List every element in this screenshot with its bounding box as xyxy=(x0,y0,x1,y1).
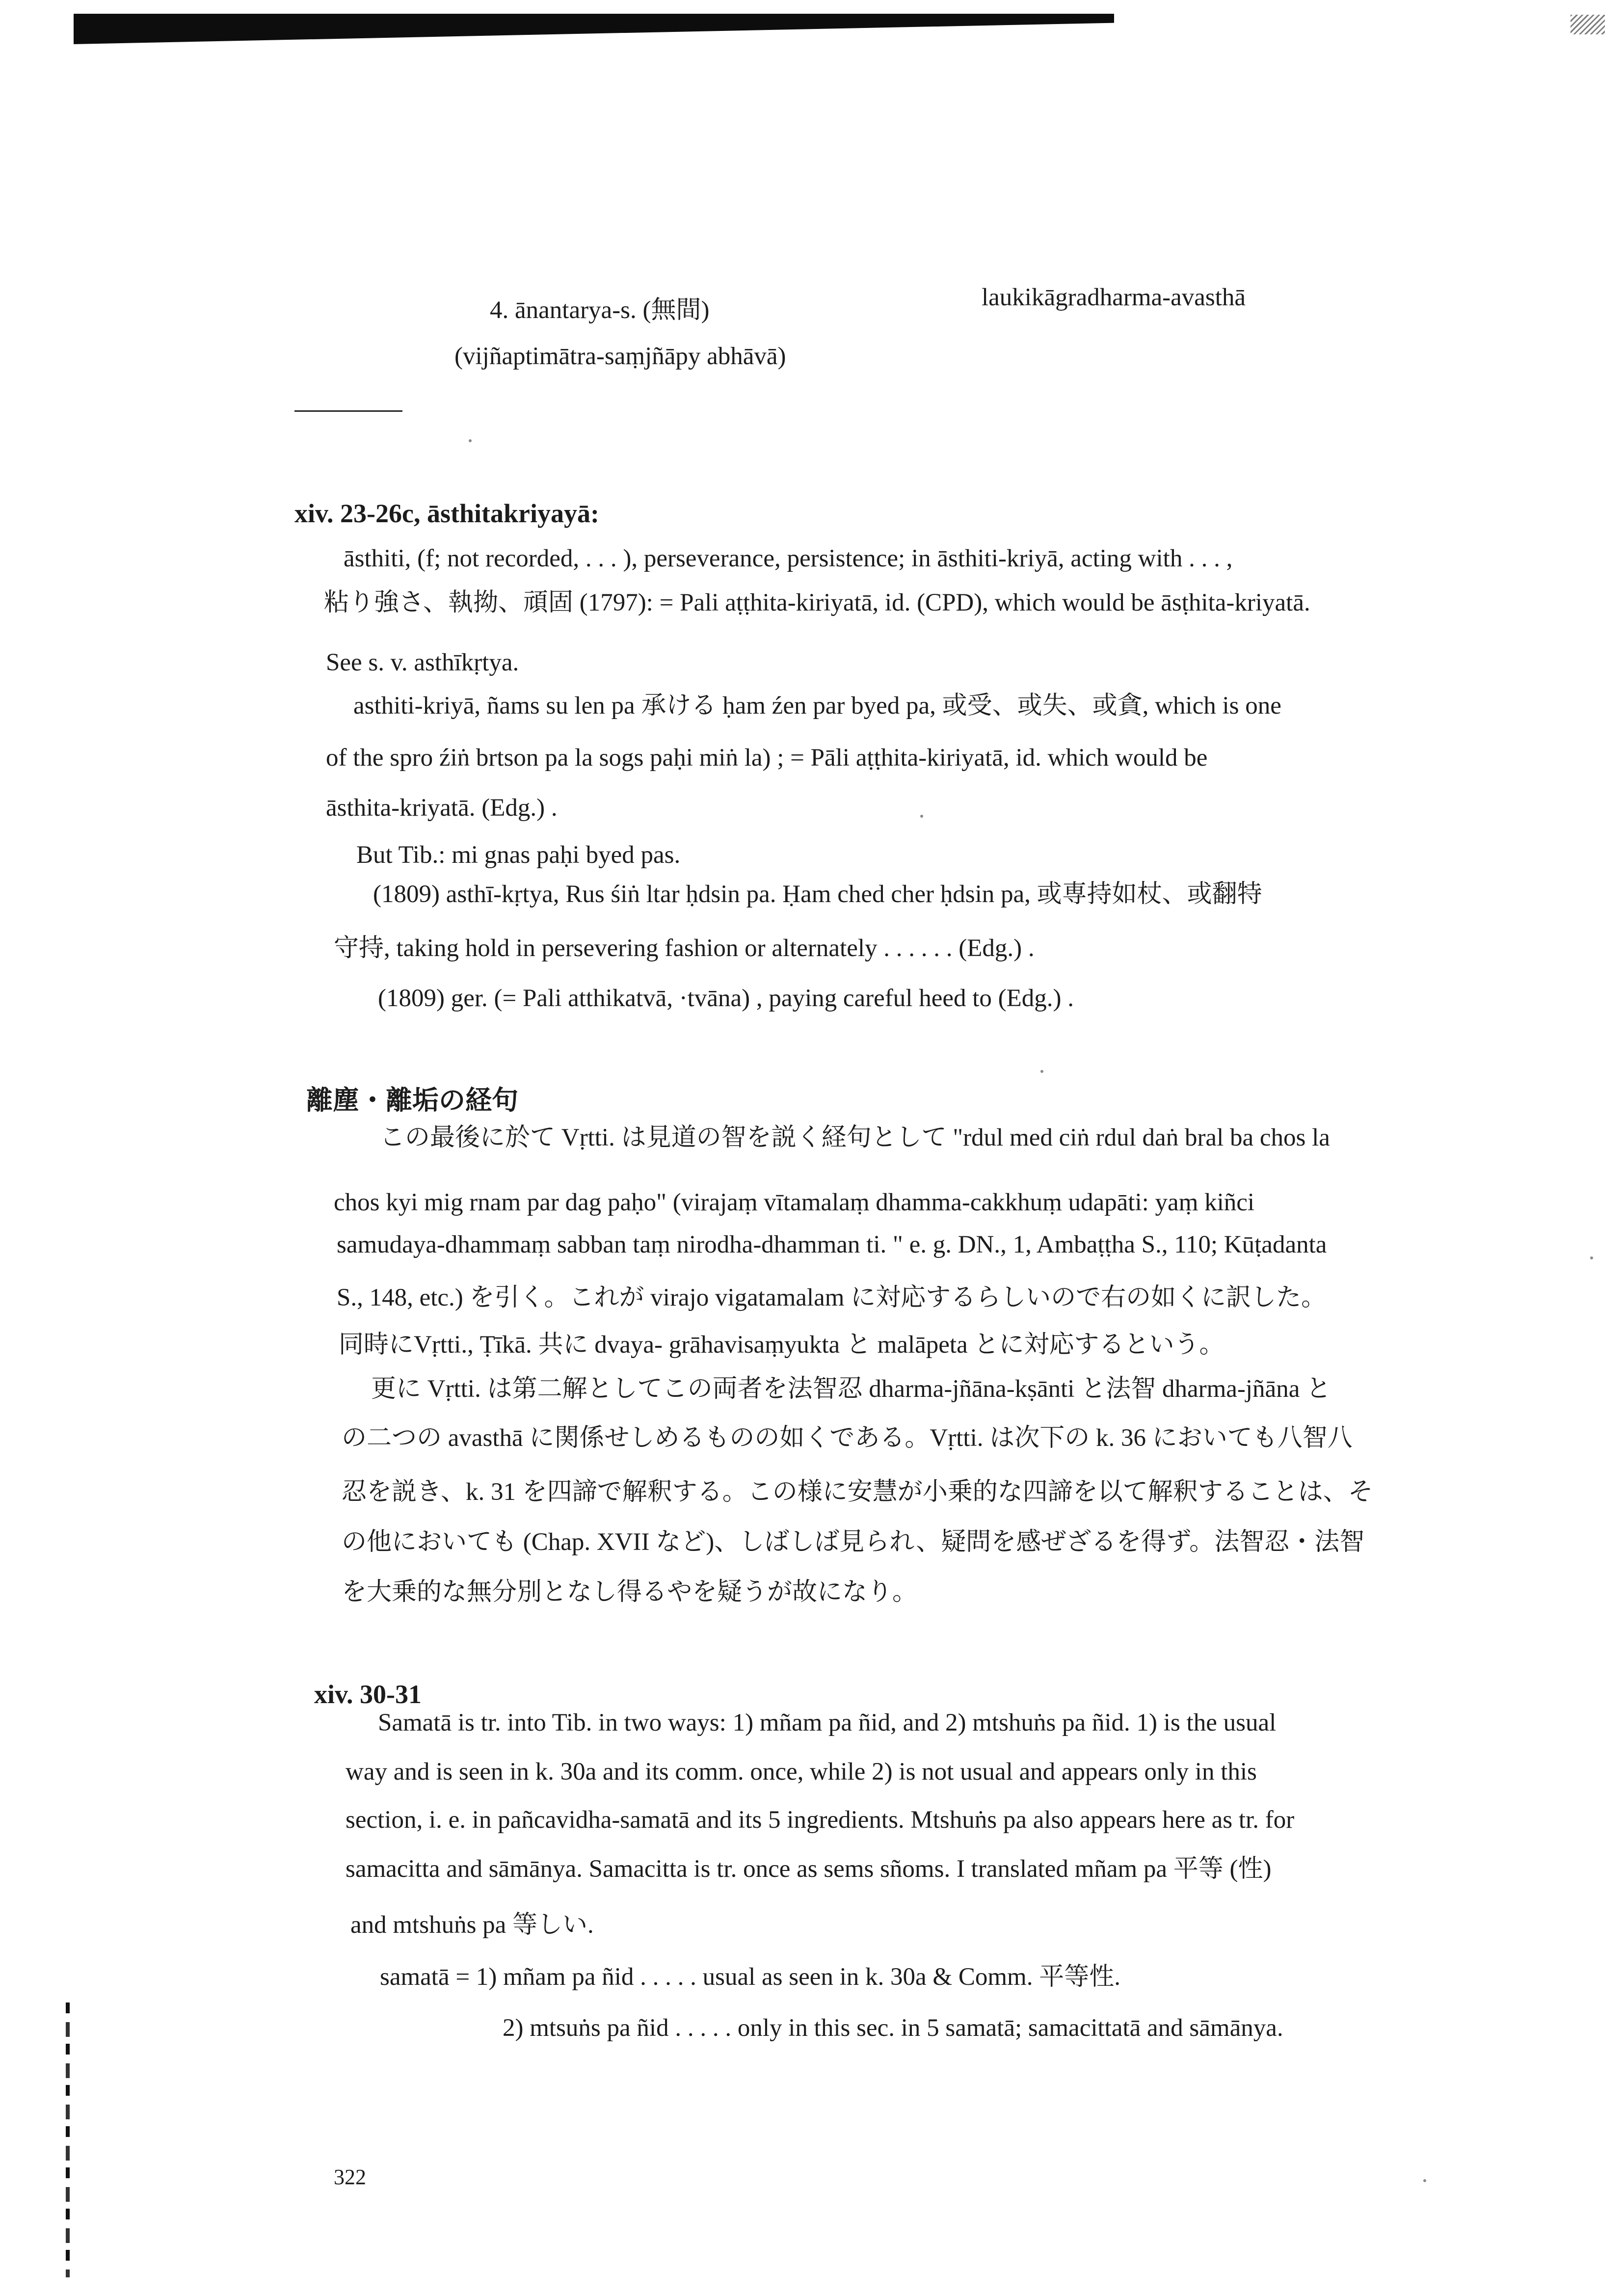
text-line: way and is seen in k. 30a and its comm. once, while 2) is not usual and appears only in this xyxy=(346,1758,1257,1786)
text-line: āsthiti, (f; not recorded, . . . ), perseverance, persistence; in āsthiti-kriyā, acting with . . . , xyxy=(344,545,1233,572)
text-line: 守持, taking hold in persevering fashion or alternately . . . . . . (Edg.) . xyxy=(334,934,1035,962)
footnote-rule xyxy=(294,410,402,412)
text-line: の二つの avasthā に関係せしめるものの如くである。Vṛtti. は次下の k. 36 においても八智八 xyxy=(342,1424,1353,1452)
text-line: を大乗的な無分別となし得るやを疑うが故になり。 xyxy=(342,1578,918,1606)
text-line: (1809) asthī-kṛtya, Rus śiṅ ltar ḥdsin pa. Ḥam ched cher ḥdsin pa, 或専持如杖、或翻特 xyxy=(373,881,1262,908)
text-line: の他においても (Chap. XVII など)、しばしば見られ、疑問を感ぜざるを得ず。法智忍・法智 xyxy=(342,1528,1365,1556)
scan-corner-mark xyxy=(1571,15,1605,34)
text-line: section, i. e. in pañcavidha-samatā and its 5 ingredients. Mtshuṅs pa also appears here as tr. for xyxy=(346,1806,1295,1834)
scan-speck xyxy=(469,439,472,442)
text-line: asthiti-kriyā, ñams su len pa 承ける ḥam źen par byed pa, 或受、或失、或貪, which is one xyxy=(353,692,1281,720)
scan-speck xyxy=(1590,1256,1593,1259)
text-line: samacitta and sāmānya. Samacitta is tr. once as sems sñoms. I translated mñam pa 平等 (性) xyxy=(346,1855,1272,1883)
text-line: Samatā is tr. into Tib. in two ways: 1) mñam pa ñid, and 2) mtshuṅs pa ñid. 1) is the usual xyxy=(378,1709,1277,1736)
entry-anantarya: 4. ānantarya-s. (無間) xyxy=(490,296,710,324)
text-line: この最後に於て Vṛtti. は見道の智を説く経句として "rdul med ciṅ rdul daṅ bral ba chos la xyxy=(380,1124,1330,1151)
text-line: 忍を説き、k. 31 を四諦で解釈する。この様に安慧が小乗的な四諦を以て解釈することは、そ xyxy=(342,1478,1373,1506)
scan-speck xyxy=(1040,1070,1043,1073)
section-heading-samata: xiv. 30-31 xyxy=(314,1680,422,1709)
text-line: See s. v. asthīkṛtya. xyxy=(326,649,519,676)
entry-laukikagra: laukikāgradharma-avasthā xyxy=(982,284,1246,311)
scan-speck xyxy=(1423,2179,1426,2182)
text-line: 更に Vṛtti. は第二解としてこの両者を法智忍 dharma-jñāna-kṣānti と法智 dharma-jñāna と xyxy=(371,1375,1331,1403)
section-heading-asthita: xiv. 23-26c, āsthitakriyayā: xyxy=(294,499,599,528)
text-line: and mtshuṅs pa 等しい. xyxy=(350,1911,594,1939)
scan-edge-mark xyxy=(66,2002,70,2277)
text-line: 2) mtsuṅs pa ñid . . . . . only in this sec. in 5 samatā; samacittatā and sāmānya. xyxy=(503,2014,1283,2042)
text-line: samudaya-dhammaṃ sabban taṃ nirodha-dhamman ti. " e. g. DN., 1, Ambaṭṭha S., 110; Kūṭadanta xyxy=(337,1231,1327,1258)
entry-subline: (vijñaptimātra-saṃjñāpy abhāvā) xyxy=(454,343,786,370)
text-line: 粘り強さ、執拗、頑固 (1797): = Pali aṭṭhita-kiriyatā, id. (CPD), which would be āsṭhita-kriyatā. xyxy=(324,589,1310,616)
text-line: chos kyi mig rnam par dag paḥo" (virajaṃ vītamalaṃ dhamma-cakkhuṃ udapāti: yaṃ kiñci xyxy=(334,1189,1255,1216)
text-line: S., 148, etc.) を引く。これが virajo vigatamalam に対応するらしいので右の如くに訳した。 xyxy=(337,1284,1327,1311)
text-line: āsthita-kriyatā. (Edg.) . xyxy=(326,794,558,822)
scan-shadow-bar xyxy=(74,14,1114,44)
text-line: But Tib.: mi gnas paḥi byed pas. xyxy=(356,841,681,869)
section-heading-jp: 離塵・離垢の経句 xyxy=(306,1086,518,1115)
text-line: (1809) ger. (= Pali atthikatvā, ·tvāna) , paying careful heed to (Edg.) . xyxy=(378,985,1074,1012)
text-line: of the spro źiṅ brtson pa la sogs paḥi miṅ la) ; = Pāli aṭṭhita-kiriyatā, id. which would be xyxy=(326,744,1208,772)
page-number: 322 xyxy=(334,2165,366,2189)
scan-speck xyxy=(920,815,923,818)
text-line: samatā = 1) mñam pa ñid . . . . . usual as seen in k. 30a & Comm. 平等性. xyxy=(380,1963,1120,1991)
text-line: 同時にVṛtti., Ṭīkā. 共に dvaya- grāhavisaṃyukta と malāpeta とに対応するという。 xyxy=(339,1331,1225,1359)
